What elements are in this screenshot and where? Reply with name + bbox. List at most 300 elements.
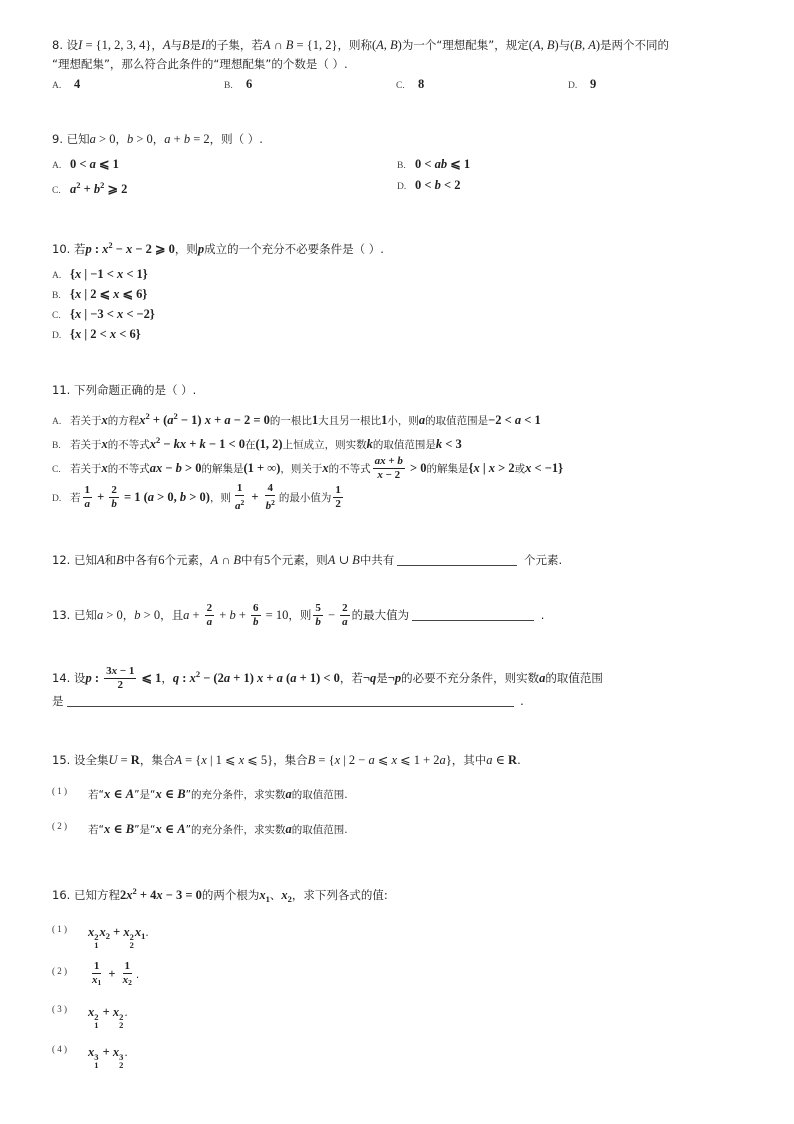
text-run: 14. 设	[52, 671, 86, 685]
fraction-denominator	[109, 498, 119, 511]
question-stem	[52, 381, 750, 400]
math-expression: x	[134, 925, 142, 939]
option-b	[397, 155, 742, 176]
text-run: .	[537, 608, 545, 622]
math-expression: 6	[253, 602, 259, 614]
text-run: 中各有	[123, 553, 159, 567]
real-numbers-symbol: R	[130, 753, 140, 767]
fraction-numerator	[333, 484, 343, 498]
math-expression: a	[418, 413, 426, 427]
text-run: 11. 下列命题正确的是（ ）.	[52, 383, 197, 397]
sub-question-1	[52, 782, 750, 805]
question-11	[52, 381, 750, 513]
option-content	[70, 180, 128, 196]
math-expression: 2	[335, 498, 341, 510]
stem-line	[52, 692, 750, 711]
question-16	[52, 882, 750, 1069]
stem-line	[52, 882, 750, 909]
text-run: 若关于	[70, 415, 102, 427]
text-run: 上恒成立，则实数	[282, 439, 367, 451]
text-run: 成立的一个充分不必要条件是（ ）.	[204, 242, 384, 256]
math-expression: + 4x − 3 = 0	[136, 888, 202, 902]
fraction-denominator	[116, 679, 126, 692]
question-stem	[52, 751, 750, 770]
math-expression: b > 0	[134, 608, 161, 622]
superscript: 2	[129, 932, 134, 942]
fraction-denominator	[121, 974, 134, 989]
fraction	[251, 602, 261, 629]
math-expression: 1	[311, 413, 319, 427]
question-14	[52, 665, 750, 711]
math-expression: x	[88, 925, 95, 939]
stem-line	[52, 751, 750, 770]
question-stem	[52, 665, 750, 711]
option-label: D.	[397, 182, 407, 192]
sub-question-content	[88, 960, 140, 987]
math-expression: a + b = 2	[164, 132, 210, 146]
math-expression: x	[122, 974, 129, 986]
text-run: ，且	[160, 608, 184, 622]
text-run: ”是“	[134, 789, 156, 801]
math-expression: a +	[183, 608, 203, 622]
option-label: D.	[52, 493, 62, 504]
text-run: 的取值范围是	[372, 439, 436, 451]
math-expression: + b +	[216, 608, 250, 622]
text-run: 个元素，	[164, 553, 211, 567]
math-expression: (A, B)	[528, 38, 559, 52]
option-list	[52, 265, 750, 345]
math-expression: ¬q	[362, 671, 377, 685]
math-expression: A	[162, 38, 171, 52]
option-label: D.	[568, 81, 578, 91]
math-expression: x < −1}	[525, 460, 564, 475]
option-c	[52, 176, 397, 201]
math-expression: x	[99, 925, 106, 939]
option-content	[70, 455, 564, 481]
text-run: 的解集是	[201, 462, 244, 475]
superscript: 2	[108, 240, 113, 250]
fraction-denominator	[83, 498, 93, 511]
text-run: 的取值范围.	[291, 789, 348, 801]
math-expression: −	[324, 608, 339, 622]
fraction-denominator	[313, 616, 323, 629]
math-expression: + x	[99, 1045, 120, 1059]
text-run: 的取值范围是	[425, 415, 489, 427]
text-run: 是	[376, 671, 388, 685]
math-expression: = 10	[262, 608, 289, 622]
sub-question-label: ( 2 )	[52, 821, 67, 831]
math-expression: p	[197, 242, 205, 256]
text-run: .	[145, 927, 149, 939]
math-expression: x	[88, 1045, 95, 1059]
fraction-numerator	[109, 484, 119, 498]
math-expression: b	[315, 616, 321, 628]
text-run: ，其中	[451, 753, 487, 767]
super-subscript	[119, 1013, 123, 1029]
math-expression: 1	[93, 960, 100, 972]
option-label: A.	[52, 417, 62, 427]
subscript: 2	[105, 931, 110, 941]
superscript: 2	[94, 1012, 99, 1022]
math-expression: ¬p	[387, 671, 402, 685]
math-expression: − x − 2 ⩾ 0	[112, 242, 175, 256]
math-expression: x	[259, 888, 266, 902]
math-expression: A ∩ B	[210, 553, 242, 567]
question-9	[52, 130, 750, 201]
sub-question-list	[52, 920, 750, 1069]
math-expression: 5	[315, 602, 321, 614]
text-run: ”的充分条件，求实数	[185, 824, 286, 836]
answer-blank	[67, 694, 514, 707]
subscript: 1	[141, 931, 146, 941]
sub-question-3	[52, 1000, 750, 1029]
real-numbers-symbol: R	[508, 753, 518, 767]
option-label: B.	[397, 161, 406, 171]
math-expression: A	[96, 553, 105, 567]
text-run: 的两个根为	[201, 888, 260, 902]
sub-question-label: ( 4 )	[52, 1044, 67, 1054]
stem-line	[52, 381, 750, 400]
math-expression: A = {x | 1 ⩽ x ⩽ 5}	[174, 753, 274, 767]
option-content	[590, 79, 596, 91]
math-expression: x ∈ A	[155, 822, 186, 836]
fraction	[121, 960, 134, 989]
text-run: ，	[161, 671, 173, 685]
fraction-numerator	[265, 482, 275, 496]
math-expression: (1 + ∞)	[243, 460, 281, 475]
answer-blank	[397, 553, 517, 566]
math-expression: p :	[85, 671, 103, 685]
math-expression: x	[101, 413, 108, 427]
text-run: .	[124, 1047, 128, 1059]
math-expression: x − 2	[377, 469, 401, 481]
option-content	[418, 79, 424, 91]
math-expression: b	[253, 616, 259, 628]
text-run: .	[517, 753, 521, 767]
math-expression: − 1) x + a − 2 = 0	[177, 413, 270, 427]
text-run: ”的充分条件，求实数	[185, 789, 286, 801]
math-expression: + b	[80, 182, 101, 196]
option-content	[70, 289, 147, 301]
text-run: 的取值范围.	[291, 824, 348, 836]
math-expression: 0 < ab ⩽ 1	[415, 157, 471, 171]
sub-question-label: ( 2 )	[52, 965, 67, 976]
text-run: ，若	[339, 671, 363, 685]
text-run: 在	[245, 439, 256, 451]
superscript: 2	[156, 435, 161, 445]
fraction-numerator	[313, 602, 323, 616]
math-expression: 2x	[119, 888, 133, 902]
math-expression: a	[285, 822, 292, 836]
text-run: 的最小值为	[278, 491, 332, 504]
sub-question-label: ( 1 )	[52, 924, 67, 934]
fraction	[90, 960, 103, 989]
math-expression: A ∪ B	[327, 553, 360, 567]
option-a	[52, 155, 397, 176]
math-expression: x	[149, 437, 156, 451]
math-expression: +	[105, 966, 119, 981]
fraction	[333, 484, 343, 511]
text-run: 是	[189, 38, 202, 52]
fraction-numerator	[92, 960, 102, 974]
option-content	[246, 79, 252, 91]
fraction-denominator	[251, 616, 261, 629]
subscript: 1	[97, 978, 102, 987]
math-expression: − kx + k − 1 < 0	[160, 437, 245, 451]
sub-question-2	[52, 960, 750, 989]
math-expression: 6	[158, 553, 165, 567]
text-run: 的取值范围	[545, 671, 603, 685]
math-expression: −2 < a < 1	[488, 413, 541, 427]
text-run: 16. 已知方程	[52, 888, 120, 902]
text-run: 中共有	[359, 553, 395, 567]
superscript: 2	[76, 180, 81, 190]
fraction-numerator	[235, 482, 245, 496]
question-13	[52, 602, 750, 629]
fraction-numerator	[123, 960, 133, 974]
text-run: 若关于	[70, 439, 102, 451]
math-expression: 9	[590, 77, 597, 91]
question-stem	[52, 551, 750, 570]
text-run: .	[135, 968, 140, 981]
fraction	[233, 482, 246, 513]
fraction	[104, 665, 136, 692]
fraction	[373, 455, 405, 482]
stem-line	[52, 36, 750, 55]
math-expression: x	[281, 888, 288, 902]
text-run: ，则（ ）.	[209, 132, 263, 146]
text-run: ，则关于	[280, 462, 323, 475]
stem-line	[52, 55, 750, 74]
fraction-denominator	[375, 469, 402, 482]
math-expression: +	[248, 489, 262, 504]
text-run: 若“	[88, 824, 104, 836]
fraction	[109, 484, 119, 511]
math-expression: (A, B)	[371, 38, 402, 52]
text-run: 的不等式	[107, 462, 150, 475]
stem-line	[52, 130, 750, 149]
text-run: ”是“	[134, 824, 156, 836]
superscript: 2	[240, 498, 245, 507]
option-content	[70, 269, 148, 281]
option-content	[70, 159, 119, 171]
math-expression: + (a	[149, 413, 174, 427]
text-run: 13. 已知	[52, 608, 97, 622]
math-expression: (1, 2)	[255, 437, 283, 451]
fraction-denominator	[205, 616, 215, 629]
math-expression: + x	[110, 925, 130, 939]
option-content	[415, 159, 470, 171]
option-c	[396, 75, 568, 96]
text-run: 个元素.	[520, 553, 563, 567]
option-d	[52, 325, 750, 345]
math-expression: 6	[246, 77, 253, 91]
math-expression: a	[342, 616, 348, 628]
fraction	[313, 602, 323, 629]
sub-question-content	[88, 789, 348, 801]
answer-blank	[412, 608, 534, 621]
math-expression: B	[182, 38, 190, 52]
math-expression: 2	[111, 484, 117, 496]
math-expression: b	[111, 498, 117, 510]
math-expression: + x	[99, 1005, 120, 1019]
option-c	[52, 305, 750, 325]
text-run: ，	[152, 132, 165, 146]
text-run: 或	[514, 462, 526, 475]
option-b	[52, 285, 750, 305]
text-run: 小，则	[387, 415, 419, 427]
option-list	[52, 155, 750, 201]
subscript: 2	[129, 940, 134, 950]
math-expression: B	[116, 553, 124, 567]
math-expression: x ∈ B	[103, 822, 135, 836]
text-run: 的方程	[107, 415, 140, 427]
math-expression: 4	[74, 77, 81, 91]
text-run: .	[124, 1007, 128, 1019]
sub-question-1	[52, 920, 750, 949]
option-c	[52, 455, 750, 482]
super-subscript	[94, 933, 98, 949]
math-expression: a ∈	[486, 753, 509, 767]
math-expression: a	[206, 616, 213, 628]
option-list	[52, 407, 750, 513]
text-run: 个元素，则	[270, 553, 328, 567]
fraction-denominator	[340, 616, 350, 629]
stem-line	[52, 236, 750, 259]
text-run: ，则	[209, 491, 231, 504]
superscript: 2	[271, 498, 275, 507]
math-expression: {x | −1 < x < 1}	[70, 267, 148, 281]
superscript: 3	[119, 1052, 124, 1062]
fraction-numerator	[205, 602, 215, 616]
option-content	[70, 309, 155, 321]
math-expression: ⩽ 1	[138, 671, 162, 685]
math-expression: x	[92, 974, 98, 986]
option-label: C.	[52, 186, 61, 196]
subscript: 1	[94, 940, 99, 950]
math-expression: {x | 2 < x < 6}	[70, 327, 141, 341]
question-12	[52, 551, 750, 570]
math-expression: U =	[108, 753, 131, 767]
math-expression: ax − b > 0	[149, 460, 202, 475]
math-expression: a > 0	[89, 132, 116, 146]
math-expression: {x | −3 < x < −2}	[70, 307, 155, 321]
option-list	[52, 75, 750, 96]
option-label: C.	[396, 81, 405, 91]
text-run: 的最大值为	[351, 608, 410, 622]
question-8	[52, 36, 750, 96]
text-run: 的一根比	[269, 415, 312, 427]
math-expression: b > 0	[126, 132, 153, 146]
math-expression: a > 0	[96, 608, 123, 622]
math-expression: +	[94, 489, 108, 504]
text-run: 的不等式	[328, 462, 371, 475]
fraction	[264, 482, 277, 513]
option-b	[224, 75, 396, 96]
text-run: 若“	[88, 789, 104, 801]
math-expression: x	[322, 460, 329, 475]
math-expression: x ∈ A	[103, 787, 135, 801]
super-subscript	[94, 1053, 98, 1069]
text-run: 与	[170, 38, 183, 52]
option-content	[70, 435, 462, 451]
text-run: 、	[269, 888, 282, 902]
text-run: 若	[70, 491, 81, 504]
text-run: ，求下列各式的值:	[291, 888, 388, 902]
superscript: 2	[173, 411, 178, 421]
option-content	[415, 180, 461, 192]
text-run: 8. 设	[52, 38, 79, 52]
math-expression: 2	[342, 602, 348, 614]
math-expression: a	[539, 671, 546, 685]
superscript: 2	[119, 1012, 124, 1022]
question-stem	[52, 602, 750, 629]
math-expression: 8	[418, 77, 425, 91]
sub-question-content	[88, 925, 149, 950]
option-content	[74, 79, 80, 91]
math-expression: 5	[264, 553, 271, 567]
option-content	[70, 482, 345, 512]
math-expression: B = {x | 2 − a ⩽ x ⩽ 1 + 2a}	[307, 753, 452, 767]
text-run: ，则称	[337, 38, 372, 52]
sub-question-2	[52, 817, 750, 840]
math-expression: {x | 2 ⩽ x ⩽ 6}	[70, 287, 148, 301]
math-expression: 0 < b < 2	[415, 178, 461, 192]
text-run: 的解集是	[426, 462, 469, 475]
sub-question-content	[88, 824, 348, 836]
sub-question-content	[88, 1045, 128, 1070]
math-expression: a	[285, 787, 292, 801]
option-label: A.	[52, 271, 62, 281]
question-stem	[52, 236, 750, 259]
math-expression: A ∩ B = {1, 2}	[262, 38, 338, 52]
fraction-denominator	[233, 496, 246, 513]
fraction-denominator	[90, 974, 103, 989]
superscript: 2	[195, 669, 201, 679]
question-stem	[52, 130, 750, 149]
math-expression: x	[88, 1005, 95, 1019]
math-expression: 0 < a ⩽ 1	[70, 157, 119, 171]
question-10	[52, 236, 750, 345]
text-run: “理想配集”，那么符合此条件的“理想配集”的个数是（ ）.	[52, 57, 348, 71]
text-run: 与	[558, 38, 571, 52]
math-expression: p : x	[85, 242, 109, 256]
superscript: 2	[94, 932, 99, 942]
fraction	[83, 484, 93, 511]
text-run: ，则	[174, 242, 198, 256]
math-expression: x	[139, 413, 146, 427]
superscript: 2	[132, 886, 137, 896]
subscript: 2	[128, 978, 132, 987]
subscript: 2	[119, 1020, 124, 1030]
text-run: 大且另一根比	[318, 415, 382, 427]
text-run: 是	[52, 694, 64, 708]
option-d	[568, 75, 740, 96]
text-run: 的不等式	[107, 439, 150, 451]
math-expression: b	[265, 500, 272, 512]
math-expression: x	[101, 460, 108, 475]
text-run: ，则	[288, 608, 312, 622]
math-expression: {x | x > 2	[468, 460, 515, 475]
text-run: 的子集，若	[205, 38, 263, 52]
text-run: 的必要不充分条件，则实数	[401, 671, 540, 685]
text-run: ，	[115, 132, 127, 146]
option-b	[52, 431, 750, 455]
math-expression: 1	[124, 960, 130, 972]
superscript: 2	[145, 411, 150, 421]
fraction-numerator	[373, 455, 405, 469]
math-expression: = 1 (a > 0, b > 0)	[120, 489, 210, 504]
